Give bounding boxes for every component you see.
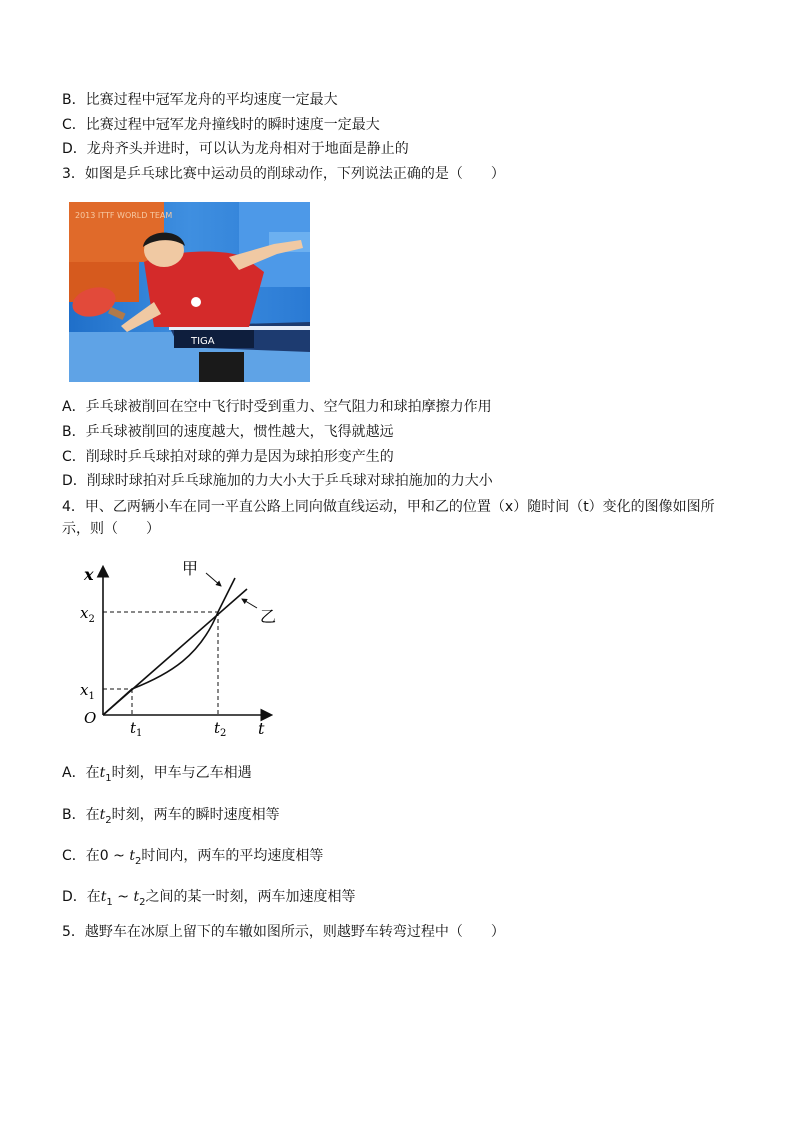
q2-option-b: B．比赛过程中冠军龙舟的平均速度一定最大 (62, 92, 338, 108)
q2-option-d: D．龙舟齐头并进时，可以认为龙舟相对于地面是静止的 (62, 141, 409, 157)
x2-label: $x_2$ (80, 604, 95, 625)
x1-label: $x_1$ (80, 681, 95, 702)
svg-text:TIGA: TIGA (191, 336, 215, 347)
yi-label: 乙 (260, 607, 277, 626)
q3-option-a: A．乒乓球被削回在空中飞行时受到重力、空气阻力和球拍摩擦力作用 (62, 399, 492, 415)
q4-stem: 4．甲、乙两辆小车在同一平直公路上同向做直线运动，甲和乙的位置（x）随时间（t）变化的图像如图所示，则（ ） (62, 499, 715, 537)
q4-option-a: A．在$t_1$时刻，甲车与乙车相遇 (62, 765, 252, 784)
q3-option-c: C．削球时乒乓球拍对球的弹力是因为球拍形变产生的 (62, 449, 394, 465)
q4-option-b: B．在$t_2$时刻，两车的瞬时速度相等 (62, 807, 280, 826)
q3-option-b: B．乒乓球被削回的速度越大，惯性越大，飞得就越远 (62, 424, 394, 440)
t1-label: $t_1$ (130, 719, 143, 739)
y-axis-label: x (84, 565, 94, 584)
q3-option-d: D．削球时球拍对乒乓球施加的力大小大于乒乓球对球拍施加的力大小 (62, 473, 493, 489)
q5-stem: 5．越野车在冰原上留下的车辙如图所示，则越野车转弯过程中（ ） (62, 924, 505, 940)
t2-label: $t_2$ (214, 719, 227, 739)
table-tennis-photo (69, 202, 310, 382)
position-time-graph (70, 556, 290, 742)
q2-option-c: C．比赛过程中冠军龙舟撞线时的瞬时速度一定最大 (62, 117, 380, 133)
origin-label: O (84, 709, 97, 727)
jia-curve (103, 578, 235, 715)
jia-label: 甲 (182, 559, 199, 578)
q3-stem: 3．如图是乒乓球比赛中运动员的削球动作，下列说法正确的是（ ） (62, 166, 505, 182)
banner-text: 2013 ITTF WORLD TEAM (75, 211, 173, 220)
q4-option-d: D．在$t_1$ ~ $t_2$之间的某一时刻，两车加速度相等 (62, 889, 356, 908)
x-axis-label: t (258, 719, 265, 738)
q4-option-c: C．在0 ~ $t_2$时间内，两车的平均速度相等 (62, 848, 324, 867)
